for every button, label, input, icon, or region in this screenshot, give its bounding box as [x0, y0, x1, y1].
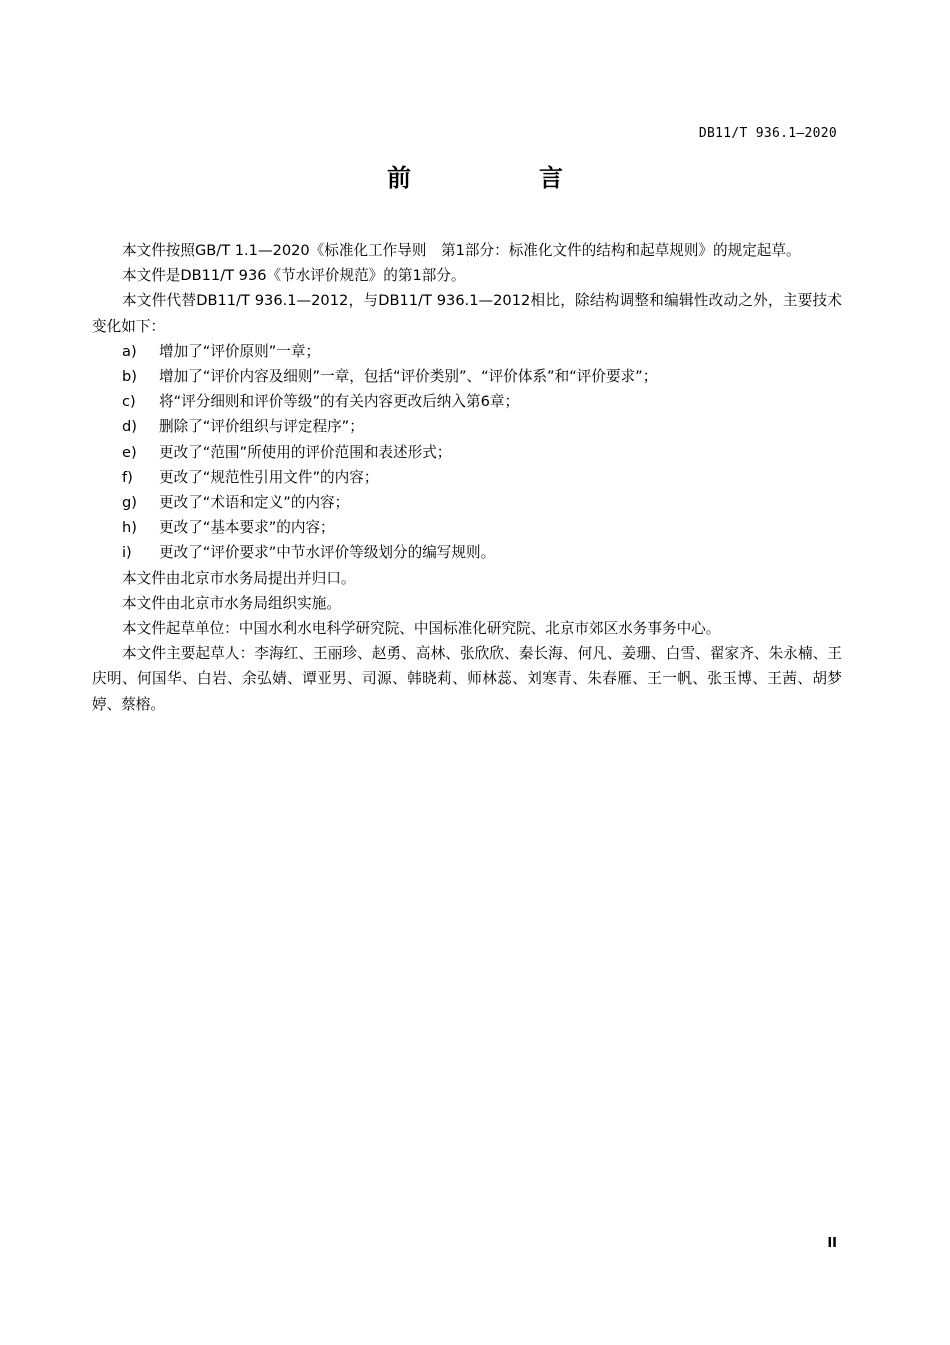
list-item-text: 更改了“术语和定义”的内容； — [159, 494, 350, 512]
list-item — [92, 389, 842, 414]
list-item — [92, 490, 842, 515]
paragraph-drafters: 本文件主要起草人：李海红、王丽珍、赵勇、高林、张欣欣、秦长海、何凡、姜珊、白雪、翟家齐、朱永楠、王庆明、何国华、白岩、余弘婧、谭亚男、司源、韩晓莉、师林蕊、刘寒青、朱春雁、王一帆、张玉博、王茜、胡梦婷、蔡榕。 — [92, 645, 842, 713]
list-item-text: 更改了“规范性引用文件”的内容； — [159, 468, 379, 486]
changes-list — [92, 339, 842, 566]
list-item-text: 将“评分细则和评价等级”的有关内容更改后纳入第6章； — [159, 393, 520, 411]
list-marker: i) — [122, 544, 132, 562]
list-item-text: 更改了“评价要求”中节水评价等级划分的编写规则。 — [159, 544, 496, 562]
list-item — [92, 414, 842, 439]
list-item — [92, 465, 842, 490]
foreword-body — [92, 238, 842, 717]
paragraph-implementer: 本文件由北京市水务局组织实施。 — [122, 594, 341, 612]
paragraph-drafting-rules: 本文件按照GB/T 1.1—2020《标准化工作导则 第1部分：标准化文件的结构和起草规则》的规定起草。 — [122, 242, 801, 259]
page-title: 前 言 — [387, 164, 615, 192]
standard-code: DB11/T 936.1—2020 — [698, 126, 837, 141]
paragraph-drafting-units: 本文件起草单位：中国水利水电科学研究院、中国标准化研究院、北京市郊区水务事务中心。 — [122, 620, 721, 638]
list-marker: e) — [122, 443, 137, 461]
list-item-text: 更改了“基本要求”的内容； — [159, 519, 335, 537]
list-marker: c) — [122, 393, 136, 411]
list-item — [92, 515, 842, 540]
list-marker: f) — [122, 468, 133, 486]
list-item-text: 更改了“范围”所使用的评价范围和表述形式； — [159, 443, 452, 461]
list-item — [92, 339, 842, 364]
paragraph-replacement: 本文件代替DB11/T 936.1—2012，与DB11/T 936.1—2012相比，除结构调整和编辑性改动之外，主要技术变化如下： — [92, 292, 842, 335]
paragraph-part-info: 本文件是DB11/T 936《节水评价规范》的第1部分。 — [122, 267, 466, 285]
list-item — [92, 440, 842, 465]
list-item — [92, 364, 842, 389]
paragraph-proposer: 本文件由北京市水务局提出并归口。 — [122, 569, 356, 587]
list-item-text: 删除了“评价组织与评定程序”； — [159, 418, 364, 436]
list-marker: b) — [122, 368, 137, 386]
list-marker: a) — [122, 342, 137, 360]
list-item — [92, 540, 842, 565]
list-marker: d) — [122, 418, 137, 436]
list-item-text: 增加了“评价原则”一章； — [159, 342, 321, 360]
list-marker: g) — [122, 494, 137, 512]
list-marker: h) — [122, 519, 137, 537]
page-number: II — [827, 1236, 837, 1251]
list-item-text: 增加了“评价内容及细则”一章，包括“评价类别”、“评价体系”和“评价要求”； — [159, 368, 658, 386]
